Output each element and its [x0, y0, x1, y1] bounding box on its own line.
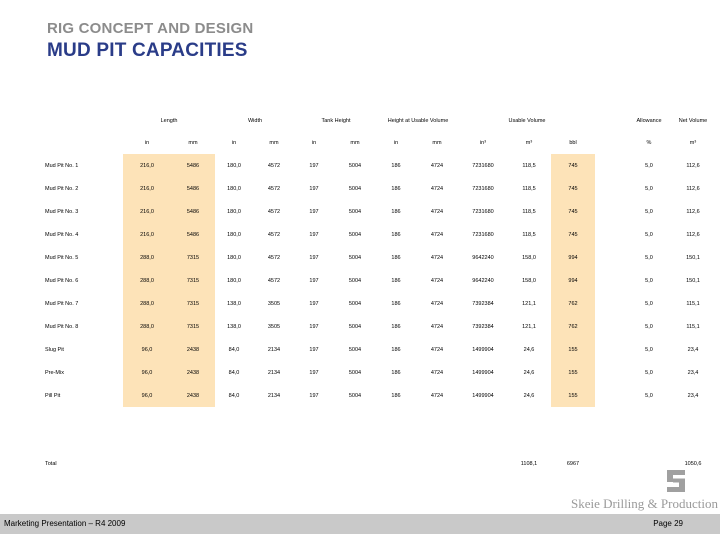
- row-label: Mud Pit No. 2: [45, 185, 79, 192]
- unit-header: in: [231, 140, 237, 146]
- table-row: [43, 177, 715, 200]
- table-cell: 186: [391, 185, 401, 192]
- table-cell: 9642240: [472, 277, 494, 284]
- table-cell: 118,5: [522, 231, 536, 238]
- table-cell: 5,0: [645, 323, 653, 330]
- table-cell: 7392384: [472, 300, 494, 307]
- table-cell: 4724: [430, 369, 444, 376]
- table-cell: 5486: [171, 154, 215, 177]
- table-cell: 2134: [267, 346, 281, 353]
- table-cell: 84,0: [228, 392, 240, 399]
- table-cell: 4572: [267, 162, 281, 169]
- table-cell: 84,0: [228, 369, 240, 376]
- table-row: [43, 246, 715, 269]
- table-row: [43, 361, 715, 384]
- table-cell: 4572: [267, 208, 281, 215]
- table-cell: 118,5: [522, 208, 536, 215]
- table-cell: 4724: [430, 392, 444, 399]
- table-cell: 121,1: [522, 323, 536, 330]
- table-cell: 4724: [430, 162, 444, 169]
- row-label: Mud Pit No. 3: [45, 208, 79, 215]
- table-cell: 745: [551, 154, 595, 177]
- table-cell: 9642240: [472, 254, 494, 261]
- unit-header: mm: [350, 140, 360, 146]
- table-cell: 186: [391, 162, 401, 169]
- table-cell: 180,0: [227, 231, 241, 238]
- table-cell: 5,0: [645, 208, 653, 215]
- table-cell: 5004: [348, 254, 362, 261]
- table-cell: 7315: [171, 315, 215, 338]
- unit-header: mm: [269, 140, 279, 146]
- table-cell: 5486: [171, 223, 215, 246]
- table-cell: 4724: [430, 277, 444, 284]
- table-cell: 186: [391, 254, 401, 261]
- row-label: Mud Pit No. 6: [45, 277, 79, 284]
- group-header: Allowance: [636, 118, 662, 124]
- table-cell: 197: [309, 231, 319, 238]
- table-cell: 288,0: [123, 315, 171, 338]
- table-row: [43, 200, 715, 223]
- table-cell: 5,0: [645, 277, 653, 284]
- table-cell: 180,0: [227, 185, 241, 192]
- row-label: Pre-Mix: [45, 369, 64, 376]
- unit-header: %: [646, 140, 652, 146]
- table-cell: 216,0: [123, 200, 171, 223]
- table-cell: 5,0: [645, 162, 653, 169]
- unit-header: m³: [689, 140, 697, 146]
- table-cell: 5004: [348, 185, 362, 192]
- unit-header: in: [393, 140, 399, 146]
- table-cell: 197: [309, 162, 319, 169]
- total-net-m3: 1050,6: [684, 461, 702, 467]
- table-cell: 84,0: [228, 346, 240, 353]
- table-cell: 4724: [430, 323, 444, 330]
- table-cell: 5004: [348, 323, 362, 330]
- unit-header: m³: [525, 140, 533, 146]
- table-cell: 3505: [267, 300, 281, 307]
- table-cell: 5004: [348, 208, 362, 215]
- page-number: Page 29: [653, 519, 683, 528]
- table-row: [43, 384, 715, 407]
- table-cell: 24,6: [523, 369, 535, 376]
- total-label: Total: [45, 461, 57, 467]
- row-label: Mud Pit No. 4: [45, 231, 79, 238]
- table-cell: 5004: [348, 392, 362, 399]
- table-row: [43, 223, 715, 246]
- row-label: Mud Pit No. 5: [45, 254, 79, 261]
- table-cell: 745: [551, 200, 595, 223]
- table-cell: 112,6: [686, 185, 700, 192]
- table-cell: 138,0: [227, 323, 241, 330]
- table-cell: 2438: [171, 384, 215, 407]
- table-row: [43, 154, 715, 177]
- table-cell: 745: [551, 223, 595, 246]
- row-label: Pill Pit: [45, 392, 61, 399]
- table-cell: 5,0: [645, 185, 653, 192]
- table-cell: 7392384: [472, 323, 494, 330]
- table-cell: 24,6: [523, 392, 535, 399]
- table-cell: 121,1: [522, 300, 536, 307]
- table-cell: 288,0: [123, 269, 171, 292]
- brand-name: Skeie Drilling & Production: [571, 496, 718, 511]
- group-header-row: [43, 110, 715, 132]
- table-row: [43, 315, 715, 338]
- table-cell: 5,0: [645, 392, 653, 399]
- table-cell: 155: [551, 361, 595, 384]
- table-cell: 115,1: [686, 300, 700, 307]
- unit-header: mm: [432, 140, 442, 146]
- table-cell: 5004: [348, 346, 362, 353]
- footer-presentation-label: Marketing Presentation – R4 2009: [4, 519, 126, 528]
- table-cell: 186: [391, 300, 401, 307]
- table-cell: 23,4: [687, 392, 699, 399]
- table-cell: 4572: [267, 185, 281, 192]
- company-logo-icon: [666, 470, 686, 492]
- table-cell: 180,0: [227, 277, 241, 284]
- table-cell: 180,0: [227, 208, 241, 215]
- table-cell: 186: [391, 277, 401, 284]
- table-cell: 994: [551, 246, 595, 269]
- table-cell: 745: [551, 177, 595, 200]
- table-cell: 112,6: [686, 162, 700, 169]
- table-cell: 5,0: [645, 346, 653, 353]
- group-header: Width: [247, 118, 263, 124]
- table-cell: 4572: [267, 277, 281, 284]
- table-cell: 4724: [430, 185, 444, 192]
- table-cell: 96,0: [123, 361, 171, 384]
- table-cell: 197: [309, 392, 319, 399]
- table-cell: 4724: [430, 254, 444, 261]
- group-header: Height at Usable Volume: [387, 118, 449, 124]
- table-cell: 118,5: [522, 162, 536, 169]
- table-row: [43, 292, 715, 315]
- table-cell: 4724: [430, 300, 444, 307]
- table-cell: 5004: [348, 369, 362, 376]
- table-cell: 7315: [171, 269, 215, 292]
- group-header: Length: [160, 118, 178, 124]
- table-cell: 5004: [348, 162, 362, 169]
- table-cell: 96,0: [123, 338, 171, 361]
- table-cell: 118,5: [522, 185, 536, 192]
- table-cell: 7231680: [472, 208, 494, 215]
- table-cell: 197: [309, 369, 319, 376]
- table-cell: 23,4: [687, 346, 699, 353]
- unit-header: in³: [479, 140, 487, 146]
- mud-pit-table: [43, 110, 715, 471]
- table-cell: 7231680: [472, 231, 494, 238]
- table-cell: 7231680: [472, 162, 494, 169]
- row-label: Slug Pit: [45, 346, 64, 353]
- total-usable-m3: 1108,1: [520, 461, 538, 467]
- table-cell: 138,0: [227, 300, 241, 307]
- table-cell: 197: [309, 277, 319, 284]
- table-cell: 4724: [430, 231, 444, 238]
- table-cell: 1499904: [472, 392, 494, 399]
- table-cell: 155: [551, 384, 595, 407]
- group-header: Net Volume: [678, 118, 708, 124]
- table-cell: 5,0: [645, 254, 653, 261]
- table-cell: 158,0: [522, 277, 536, 284]
- total-usable-bbl: 6967: [566, 461, 580, 467]
- table-cell: 5,0: [645, 369, 653, 376]
- row-label: Mud Pit No. 7: [45, 300, 79, 307]
- table-cell: 24,6: [523, 346, 535, 353]
- table-cell: 288,0: [123, 246, 171, 269]
- table-cell: 4724: [430, 346, 444, 353]
- table-cell: 762: [551, 315, 595, 338]
- table-cell: 2438: [171, 361, 215, 384]
- table-cell: 186: [391, 231, 401, 238]
- table-cell: 5004: [348, 231, 362, 238]
- table-cell: 5486: [171, 177, 215, 200]
- table-cell: 7315: [171, 246, 215, 269]
- table-row: [43, 269, 715, 292]
- group-header: Usable Volume: [508, 118, 546, 124]
- page-title: MUD PIT CAPACITIES: [47, 40, 248, 61]
- table-cell: 1499904: [472, 346, 494, 353]
- unit-header-row: [43, 132, 715, 154]
- group-header: Tank Height: [321, 118, 351, 124]
- table-cell: 216,0: [123, 177, 171, 200]
- table-cell: 186: [391, 369, 401, 376]
- table-cell: 3505: [267, 323, 281, 330]
- table-cell: 197: [309, 300, 319, 307]
- row-label: Mud Pit No. 8: [45, 323, 79, 330]
- total-row: [43, 407, 715, 471]
- table-cell: 112,6: [686, 231, 700, 238]
- table-cell: 762: [551, 292, 595, 315]
- row-label: Mud Pit No. 1: [45, 162, 79, 169]
- table-cell: 150,1: [686, 254, 700, 261]
- table-cell: 197: [309, 185, 319, 192]
- table-cell: 150,1: [686, 277, 700, 284]
- table-cell: 155: [551, 338, 595, 361]
- table-cell: 23,4: [687, 369, 699, 376]
- table-cell: 4572: [267, 254, 281, 261]
- table-row: [43, 338, 715, 361]
- table-cell: 112,6: [686, 208, 700, 215]
- table-cell: 4724: [430, 208, 444, 215]
- table-cell: 7315: [171, 292, 215, 315]
- table-cell: 5004: [348, 300, 362, 307]
- table-cell: 197: [309, 208, 319, 215]
- unit-header: in: [311, 140, 317, 146]
- section-subtitle: RIG CONCEPT AND DESIGN: [47, 20, 254, 37]
- table-cell: 115,1: [686, 323, 700, 330]
- table-cell: 197: [309, 346, 319, 353]
- table-cell: 180,0: [227, 162, 241, 169]
- unit-header: bbl: [569, 140, 577, 146]
- table-cell: 5,0: [645, 231, 653, 238]
- table-cell: 4572: [267, 231, 281, 238]
- table-cell: 186: [391, 392, 401, 399]
- table-cell: 216,0: [123, 223, 171, 246]
- table-cell: 216,0: [123, 154, 171, 177]
- table-cell: 5004: [348, 277, 362, 284]
- table-cell: 2438: [171, 338, 215, 361]
- table-cell: 7231680: [472, 185, 494, 192]
- table-cell: 1499904: [472, 369, 494, 376]
- table-cell: 197: [309, 254, 319, 261]
- table-cell: 2134: [267, 369, 281, 376]
- table-cell: 186: [391, 208, 401, 215]
- table-cell: 2134: [267, 392, 281, 399]
- table-cell: 197: [309, 323, 319, 330]
- table-cell: 994: [551, 269, 595, 292]
- unit-header: mm: [188, 140, 198, 146]
- table-cell: 180,0: [227, 254, 241, 261]
- table-cell: 5486: [171, 200, 215, 223]
- table-cell: 288,0: [123, 292, 171, 315]
- table-cell: 96,0: [123, 384, 171, 407]
- table-cell: 186: [391, 323, 401, 330]
- table-cell: 5,0: [645, 300, 653, 307]
- table-cell: 158,0: [522, 254, 536, 261]
- unit-header: in: [144, 140, 150, 146]
- table-cell: 186: [391, 346, 401, 353]
